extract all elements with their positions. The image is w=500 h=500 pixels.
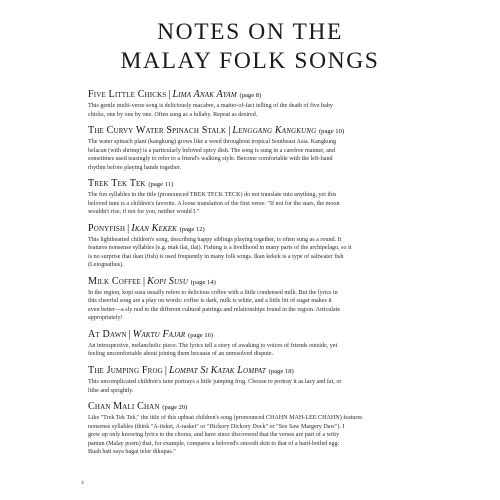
title-separator: | [128, 328, 131, 340]
title-separator: | [127, 222, 130, 234]
song-heading [88, 329, 438, 342]
title-separator: | [168, 89, 171, 100]
page-number: 4 [81, 480, 84, 486]
song-page-ref: (page 8) [239, 92, 262, 99]
description-line: Like "Trek Tek Tek," the title of this upbeat children's song (pronounced CHAHN MAH-LEE CHAHN) features [88, 415, 363, 422]
description-line: grew up only knowing lyrics to the chorus, and have since discovered that the verses are part of a witty [88, 432, 340, 439]
song-title-english: Five Little Chicks [88, 89, 167, 100]
song-title-malay: Kopi Susu [147, 275, 189, 287]
song-note [88, 365, 438, 395]
song-description [88, 342, 438, 359]
page-title [0, 18, 500, 76]
description-line: Buah hati saya bagai telur dikupas." [88, 449, 176, 456]
title-separator: | [142, 275, 146, 287]
description-line: This uncomplicated children's tune portrays a little jumping frog. Choose to portray it as lazy and fat, or [88, 379, 342, 386]
description-line: lithe and sprightly. [88, 387, 134, 394]
song-note [88, 178, 438, 216]
description-line: The water spinach plant (kangkung) grows like a weed throughout tropical Southeast Asia. Kangkung [88, 139, 337, 146]
song-heading [88, 89, 438, 102]
description-line: beloved tune is a children's favorite. A loose translation of the first verse: "If not for the stars, the moon [88, 200, 340, 207]
song-description [88, 191, 438, 216]
description-line: wouldn't rise; if not for you, neither would I." [88, 209, 200, 216]
description-line: feeling uncomfortable about joining them because of an unresolved dispute. [88, 351, 274, 358]
song-page-ref: (page 20) [162, 404, 188, 412]
title-separator: | [228, 125, 231, 137]
description-line: sometimes used teasingly to refer to a friend's walking style. Become comfortable with the left-hand [88, 156, 333, 163]
song-page-ref: (page 11) [148, 181, 174, 189]
song-title-english: Chan Mali Chan [88, 401, 160, 413]
song-heading [88, 401, 438, 414]
song-note [88, 329, 438, 359]
description-line: this cheerful song are a play on words: coffee is dark, milk is white, and a little bit of sugar makes it [88, 298, 332, 305]
description-line: even better—a sly nod to the different cultural pairings and relationships found in the region. Articulate [88, 306, 341, 313]
song-note [88, 401, 438, 456]
song-title-english: Milk Coffee [88, 275, 141, 287]
song-title-malay: Lima Anak Ayam [172, 89, 237, 100]
song-title-english: Trek Tek Tek [88, 178, 146, 190]
song-page-ref: (page 16) [188, 331, 214, 339]
song-notes-list [88, 89, 438, 463]
song-heading [88, 276, 438, 289]
song-heading [88, 178, 438, 191]
description-line: belacan (with shrimp) is a particularly beloved spicy dish. The song is sung in a carefree manner, and [88, 147, 335, 154]
description-line: rhythm before playing hands together. [88, 164, 181, 171]
song-page-ref: (page 10) [318, 128, 345, 136]
description-line: An introspective, melancholic piece. The lyrics tell a story of awaking to voices of friends outside, yet [88, 343, 338, 350]
song-description [88, 378, 438, 395]
description-line: This lighthearted children's song, describing happy siblings playing together, is often sung as a round. It [88, 237, 342, 244]
song-title-malay: Waktu Fajar [132, 328, 186, 340]
title-separator: | [164, 365, 168, 377]
description-line: appropriately! [88, 315, 123, 322]
song-title-english: The Curvy Water Spinach Stalk [88, 125, 227, 137]
song-heading [88, 365, 438, 378]
song-description [88, 138, 438, 172]
description-line: In the region, kopi susu usually refers to delicious coffee with a little condensed milk. But the lyrics in [88, 290, 338, 297]
description-line: is no surprise that ikan (fish) is used frequently in many folk songs. Ikan kekek is a type of saltwater fish [88, 253, 344, 260]
song-description [88, 236, 438, 270]
song-description [88, 289, 438, 323]
song-page-ref: (page 14) [190, 278, 216, 286]
description-line: This gentle multi-verse song is deliciously macabre, a matter-of-fact telling of the death of five baby [88, 103, 333, 110]
song-heading [88, 223, 438, 236]
description-line: features nonsense syllables (e.g. mak ilai, ilai). Fishing is a livelihood in many parts of the archipelago, so it [88, 245, 352, 252]
song-title-malay: Lompat Si Katak Lompat [169, 365, 266, 377]
song-title-english: Ponyfish [88, 222, 126, 234]
song-page-ref: (page 18) [268, 368, 294, 376]
description-line: pantun (Malay poem) that, for example, compares a beloved's smooth skin to that of a hard-boiled egg: [88, 440, 340, 447]
song-title-english: At Dawn [88, 328, 127, 340]
title-line-1: NOTES ON THE [157, 19, 343, 45]
song-title-english: The Jumping Frog [88, 365, 163, 377]
song-description [88, 414, 438, 456]
song-note [88, 276, 438, 323]
description-line: The fun syllables in the title (pronounced TREK TECK TECK) do not translate into anything, yet this [88, 192, 337, 199]
description-line: (Leiognathus). [88, 262, 124, 269]
title-line-2: MALAY FOLK SONGS [120, 48, 380, 74]
song-note [88, 125, 438, 172]
song-note [88, 223, 438, 270]
song-heading [88, 125, 438, 138]
song-title-malay: Ikan Kekek [131, 222, 177, 234]
song-title-malay: Lenggang Kangkung [232, 125, 317, 137]
song-description [88, 102, 438, 119]
description-line: nonsense syllables (think "A-tisket, A-tasket" or "Hickory Dickory Dock" or "See Saw Margery Daw"). I [88, 423, 345, 430]
song-note [88, 89, 438, 119]
song-page-ref: (page 12) [179, 225, 205, 233]
description-line: chicks, one by one by one. Often sung as a lullaby. Repeat as desired. [88, 111, 258, 118]
